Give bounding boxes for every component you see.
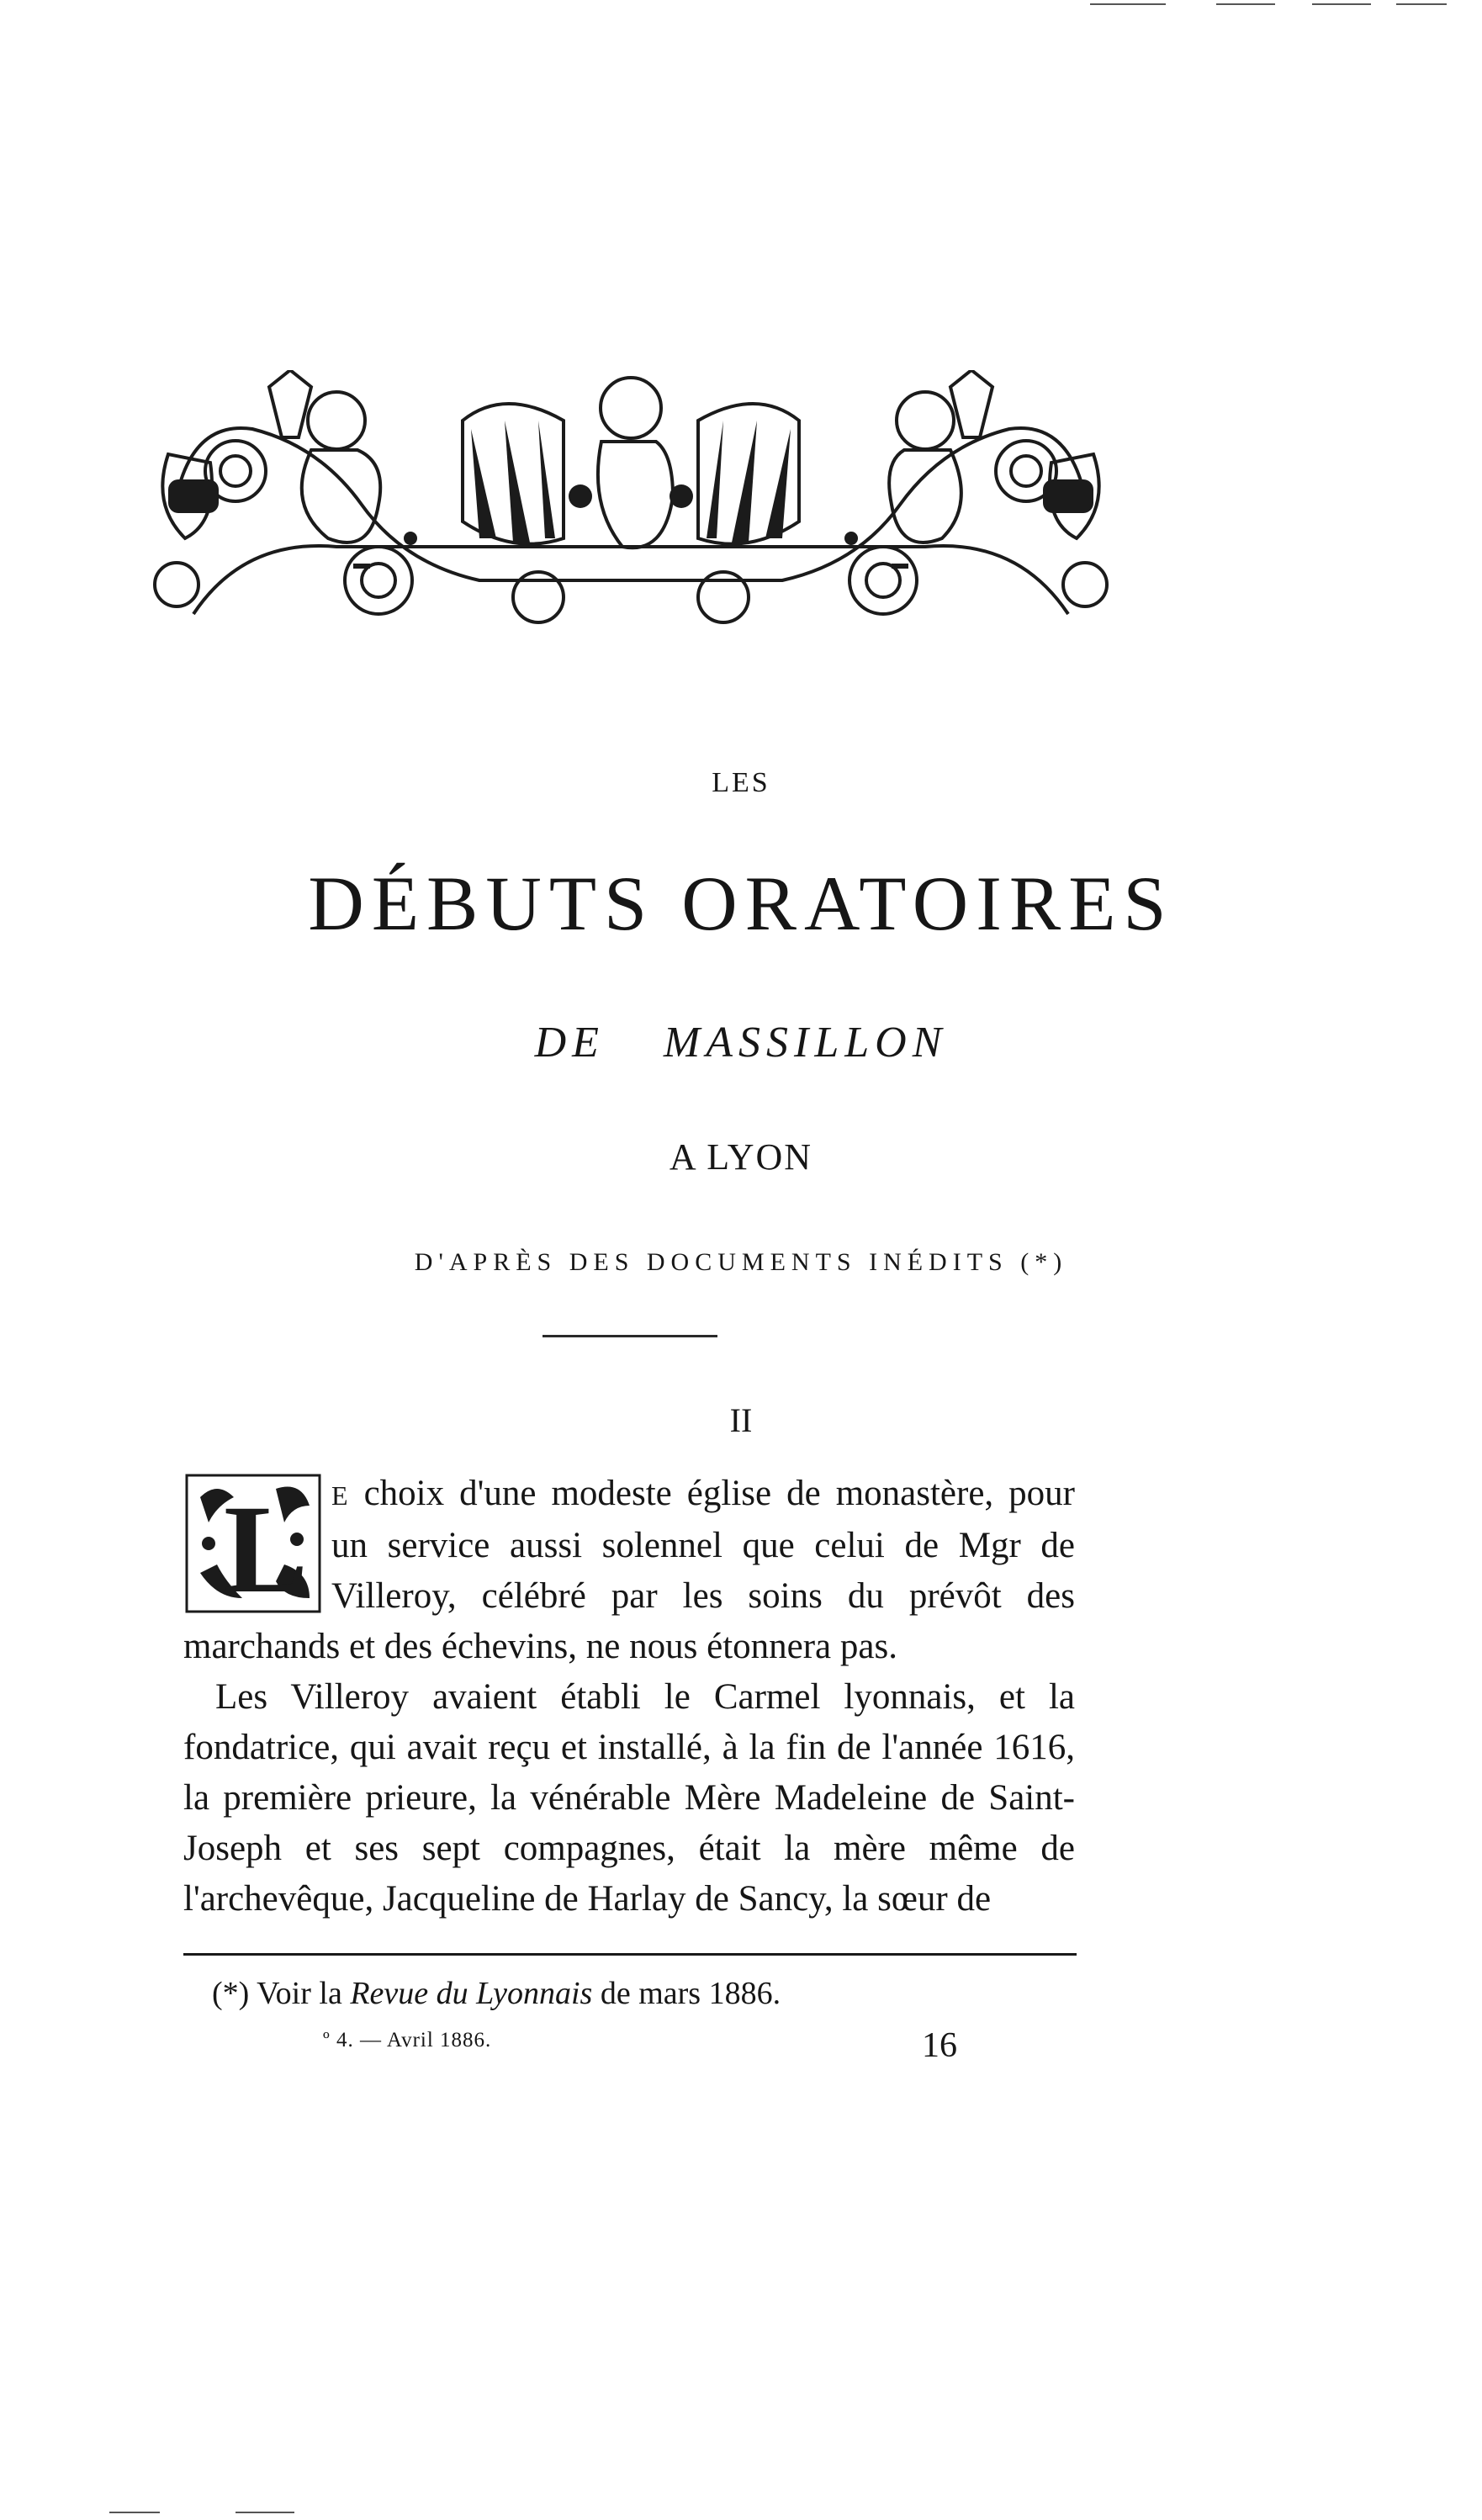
footnote-mark: (*) bbox=[212, 1976, 250, 2011]
section-number: II bbox=[729, 1401, 753, 1439]
paragraph-1-small-caps: E bbox=[331, 1480, 349, 1511]
footnote-before: Voir la bbox=[249, 1976, 351, 2011]
article-source: D'APRÈS DES DOCUMENTS INÉDITS (*) bbox=[414, 1248, 1068, 1276]
heading-divider bbox=[543, 1335, 717, 1337]
ornamental-headpiece bbox=[143, 370, 1119, 627]
scan-edge-mark bbox=[1312, 3, 1371, 5]
drop-cap-letter: L bbox=[224, 1480, 309, 1615]
scan-edge-mark bbox=[1216, 3, 1275, 5]
footnote bbox=[212, 1975, 781, 2012]
scan-edge-mark bbox=[236, 2512, 294, 2513]
article-subtitle bbox=[0, 1018, 1482, 1067]
article-place: A LYON bbox=[669, 1136, 813, 1178]
subtitle-de: DE bbox=[534, 1019, 605, 1067]
footnote-journal: Revue du Lyonnais bbox=[350, 1976, 593, 2011]
drop-cap-illustration bbox=[183, 1472, 323, 1615]
paragraph-1-text: choix d'une modeste église de monastère, pour un service aussi solennel que celui de Mgr de Villeroy, célébré par les soins du prévôt des marchands et des échevins, ne nous étonnera pas. bbox=[183, 1474, 1075, 1666]
footnote-after: de mars 1886. bbox=[592, 1976, 781, 2011]
ornamental-drop-cap bbox=[183, 1472, 323, 1615]
page-number: 16 bbox=[922, 2026, 957, 2065]
article-title: DÉBUTS ORATOIRES bbox=[308, 860, 1174, 946]
paragraph-1-lead bbox=[331, 1474, 349, 1513]
title-prefix: LES bbox=[712, 767, 770, 798]
subtitle-name: MASSILLON bbox=[663, 1019, 948, 1067]
headpiece-illustration bbox=[143, 370, 1119, 627]
scan-edge-mark bbox=[1396, 3, 1447, 5]
scan-edge-mark bbox=[109, 2512, 160, 2513]
footnote-divider bbox=[183, 1953, 1077, 1956]
paragraph-2: Les Villeroy avaient établi le Carmel lyonnais, et la fondatrice, qui avait reçu et installé, à la fin de l'année 1616, la première prieure, la vénérable Mère Madeleine de Saint-Joseph et ses sept compagnes, était la mère même de l'archevêque, Jacqueline de Harlay de Sancy, la sœur de bbox=[183, 1677, 1075, 1919]
printer-signature: º 4. — Avril 1886. bbox=[323, 2029, 492, 2051]
article-body bbox=[183, 1469, 1075, 1924]
scan-edge-mark bbox=[1090, 3, 1166, 5]
